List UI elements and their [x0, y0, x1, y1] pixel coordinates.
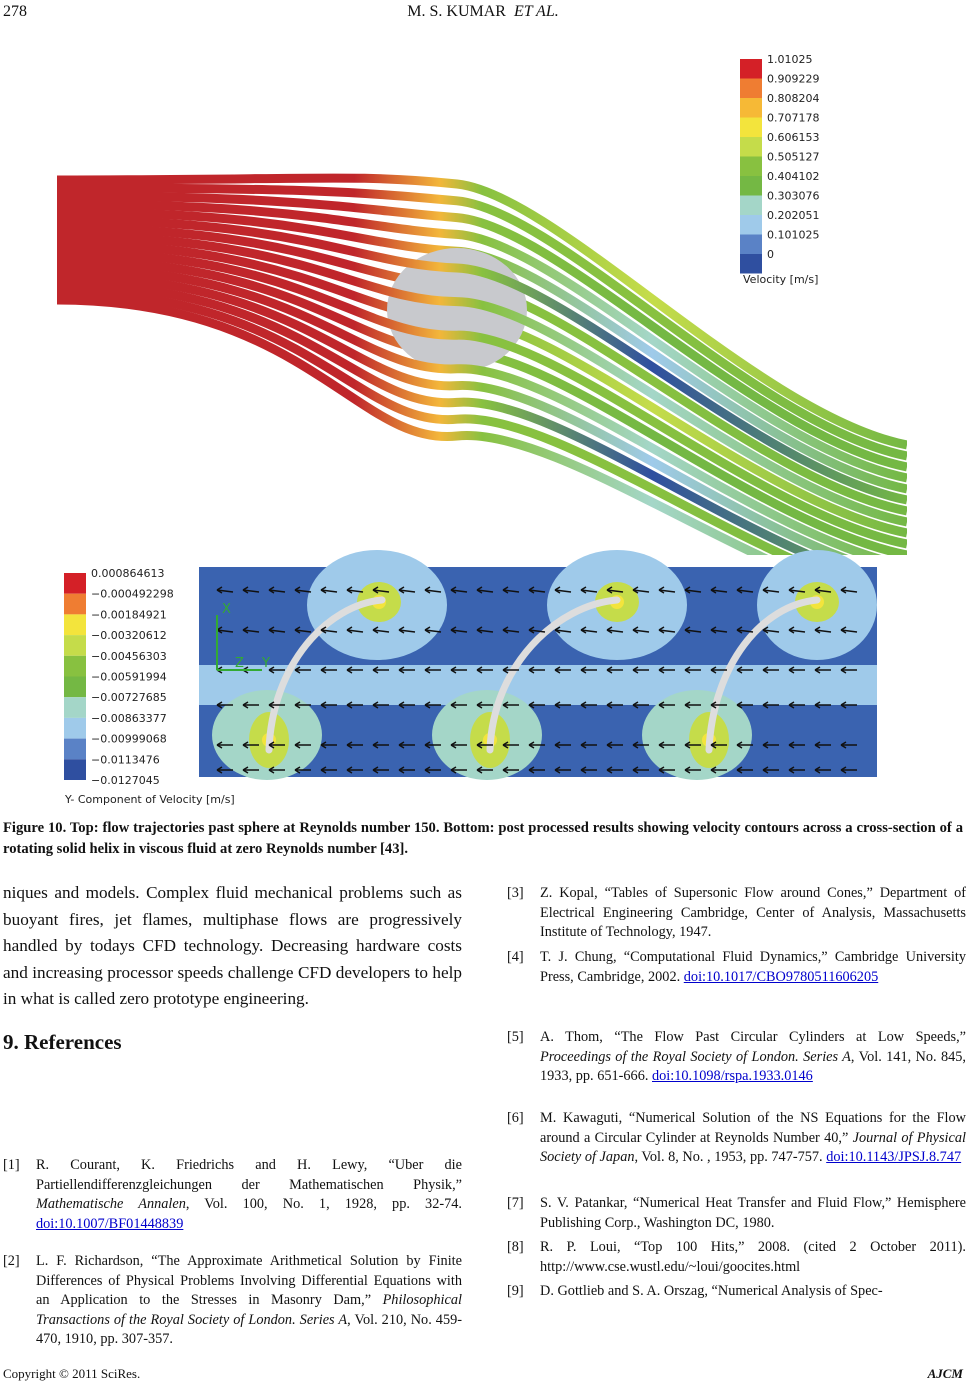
reference-body: T. J. Chung, “Computational Fluid Dynamics,” Cambridge University Press, Cambridge, 2002. — [540, 949, 966, 985]
doi-link[interactable]: doi:10.1098/rspa.1933.0146 — [652, 1068, 813, 1084]
legend-label: −0.000492298 — [91, 587, 174, 601]
running-head-authors: M. S. KUMAR — [407, 3, 506, 20]
running-head — [0, 3, 966, 21]
reference-body: A. Thom, “The Flow Past Circular Cylinders at Low Speeds,” — [540, 1029, 966, 1045]
footer-copyright: Copyright © 2011 SciRes. — [3, 1366, 141, 1381]
reference-number: [3] — [507, 885, 524, 901]
legend-swatch — [64, 573, 86, 594]
legend-label: −0.0127045 — [91, 774, 160, 787]
legend-label: 0.808204 — [767, 92, 820, 105]
legend-label: −0.00999068 — [91, 732, 167, 746]
legend-label: 0.000864613 — [91, 567, 165, 580]
page-number: 278 — [3, 3, 27, 20]
reference-text — [540, 1028, 966, 1087]
top-legend — [720, 53, 855, 292]
legend-swatch — [740, 254, 762, 274]
legend-label: 0.707178 — [767, 111, 820, 125]
legend-label: 0.101025 — [767, 228, 820, 242]
reference-text — [540, 1194, 966, 1233]
reference-item — [3, 1252, 462, 1350]
legend-swatch — [64, 697, 86, 718]
reference-text — [36, 1252, 462, 1350]
doi-link[interactable]: doi:10.1143/JPSJ.8.747 — [826, 1149, 962, 1165]
legend-label: −0.00863377 — [91, 711, 167, 725]
axis-z-label: Z — [235, 656, 244, 671]
reference-number: [8] — [507, 1239, 524, 1255]
reference-journal: Mathematische Annalen — [36, 1196, 186, 1212]
legend-label: 0.303076 — [767, 189, 820, 203]
legend-swatch — [64, 739, 86, 760]
doi-link[interactable]: doi:10.1017/CBO9780511606205 — [683, 968, 879, 985]
reference-item — [507, 1028, 966, 1087]
reference-number: [9] — [507, 1283, 524, 1299]
reference-item — [507, 1282, 966, 1302]
axis-y-label: Y — [262, 656, 270, 671]
legend-swatch — [64, 718, 86, 739]
legend-label: −0.00320612 — [91, 629, 167, 643]
reference-text — [36, 1156, 462, 1234]
legend-swatch — [740, 118, 762, 138]
reference-item — [507, 1238, 966, 1277]
reference-number: [5] — [507, 1029, 524, 1045]
running-head-etal: ET AL. — [513, 3, 559, 20]
legend-label: 0.909229 — [767, 72, 820, 86]
reference-body: D. Gottlieb and S. A. Orszag, “Numerical Analysis of Spec- — [540, 1283, 883, 1299]
reference-text — [540, 1109, 966, 1168]
legend-label: 0.404102 — [767, 170, 820, 183]
legend-swatch — [740, 137, 762, 157]
legend-label: −0.0113476 — [91, 753, 160, 767]
legend-swatch — [64, 759, 86, 780]
reference-body: M. Kawaguti, “Numerical Solution of the NS Equations for the Flow around a Circular Cylinder at Reynolds Number 40,” — [540, 1110, 966, 1146]
reference-details: , Vol. 141, No. 845, 1933, pp. 651-666. — [540, 1048, 966, 1084]
legend-swatch — [740, 235, 762, 255]
reference-item — [507, 948, 966, 987]
legend-swatch — [740, 157, 762, 177]
legend-swatch — [740, 196, 762, 216]
reference-details: , Vol. 8, No. , 1953, pp. 747-757. — [634, 1149, 827, 1165]
reference-text — [540, 884, 966, 943]
reference-number: [7] — [507, 1195, 524, 1211]
legend-swatch — [64, 594, 86, 615]
reference-text — [540, 948, 966, 987]
bottom-panel-velocity-contours — [57, 550, 907, 807]
legend-label: 0.505127 — [767, 150, 820, 164]
reference-number: [4] — [507, 949, 524, 965]
legend-swatch — [740, 59, 762, 79]
legend-label: 1.01025 — [767, 53, 813, 66]
reference-body: R. Courant, K. Friedrichs and H. Lewy, “Uber die Partiellendifferenzgleichungen der Mathematischen Physik,” — [36, 1157, 462, 1193]
legend-label: 0.202051 — [767, 209, 820, 222]
reference-item — [3, 1156, 462, 1234]
reference-text — [540, 1238, 966, 1277]
legend-swatch — [740, 98, 762, 118]
legend-label: −0.00591994 — [91, 670, 167, 684]
legend-swatch — [64, 614, 86, 635]
legend-label: −0.00456303 — [91, 649, 167, 663]
reference-journal: Proceedings of the Royal Society of London. Series A — [540, 1048, 851, 1065]
section-heading: 9. References — [3, 1030, 122, 1054]
legend-swatch — [740, 176, 762, 196]
reference-details: , Vol. 100, No. 1, 1928, pp. 32-74. — [185, 1196, 462, 1212]
legend-swatch — [64, 635, 86, 656]
doi-link[interactable]: doi:10.1007/BF01448839 — [36, 1215, 184, 1232]
figure-10 — [57, 45, 907, 807]
reference-item — [507, 1109, 966, 1168]
footer-journal: AJCM — [927, 1366, 963, 1381]
axis-x-label: X — [222, 602, 231, 617]
reference-journal: Journal of Physical Society of Japan — [540, 1129, 966, 1165]
reference-body: L. F. Richardson, “The Approximate Arithmetical Solution by Finite Differences of Physical Problems Involving Differential Equations with an Application to the Stresses in Masonry Dam,” — [36, 1253, 462, 1308]
legend-label: 0.606153 — [767, 131, 820, 144]
reference-number: [1] — [3, 1157, 20, 1173]
reference-number: [6] — [507, 1110, 524, 1126]
body-paragraph: niques and models. Complex fluid mechanical problems such as buoyant fires, jet flames, multiphase flows are progressively handled by todays CFD technology. Decreasing hardware costs and increasing processor speeds challenge CFD developers to help in what is called zero prototype engineering. — [3, 883, 462, 1008]
reference-number: [2] — [3, 1253, 20, 1269]
reference-details: , Vol. 210, No. 459-470, 1910, pp. 307-357. — [36, 1311, 462, 1347]
figure-caption: Figure 10. Top: flow trajectories past sphere at Reynolds number 150. Bottom: post processed results showing velocity contours across a cross-section of a rotating solid helix in viscous fluid at zero Reynolds number [43]. — [3, 820, 963, 857]
legend-swatch — [64, 677, 86, 698]
reference-body: Z. Kopal, “Tables of Supersonic Flow around Cones,” Department of Electrical Engineering Cambridge, Center of Analysis, Massachusetts Institute of Technology, 1947. — [540, 885, 966, 940]
reference-journal: Philosophical Transactions of the Royal Society of London. Series A — [36, 1292, 462, 1328]
legend-swatch — [740, 215, 762, 235]
top-legend-title: Velocity [m/s] — [743, 273, 819, 286]
reference-text — [540, 1282, 966, 1302]
legend-label: −0.00184921 — [91, 608, 167, 622]
reference-item — [507, 1194, 966, 1233]
legend-label: 0 — [767, 248, 774, 261]
reference-item — [507, 884, 966, 943]
legend-swatch — [740, 79, 762, 99]
legend-swatch — [64, 656, 86, 677]
reference-body: R. P. Loui, “Top 100 Hits,” 2008. (cited 2 October 2011). http://www.cse.wustl.edu/~loui/goocites.html — [540, 1239, 966, 1275]
bottom-legend-title: Y- Component of Velocity [m/s] — [65, 793, 235, 806]
reference-body: S. V. Patankar, “Numerical Heat Transfer and Fluid Flow,” Hemisphere Publishing Corp., Washington DC, 1980. — [540, 1195, 966, 1231]
legend-label: −0.00727685 — [91, 691, 167, 705]
